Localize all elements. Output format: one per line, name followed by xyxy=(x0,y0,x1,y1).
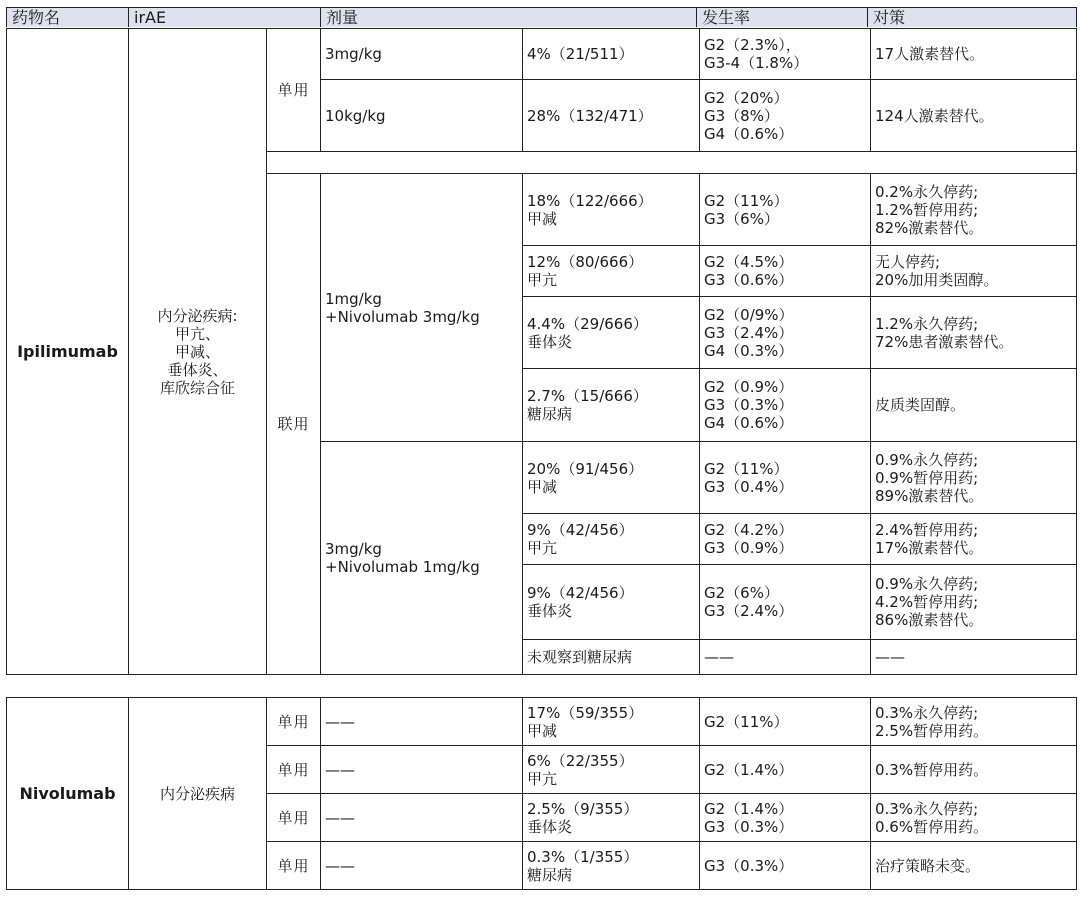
action-cell: 0.9%永久停药; 0.9%暂停用药; 89%激素替代。 xyxy=(871,442,1077,514)
table-row xyxy=(7,29,1077,80)
mono-label: 单用 xyxy=(267,29,321,152)
rate-cell: 18%（122/666） 甲减 xyxy=(523,174,700,246)
rate-cell: 6%（22/355） 甲亢 xyxy=(523,746,700,794)
rate-cell: 2.5%（9/355） 垂体炎 xyxy=(523,794,700,842)
grade-cell: G2（4.2%） G3（0.9%） xyxy=(700,514,871,565)
dose-cell: 10kg/kg xyxy=(321,80,523,152)
grade-cell: G2（1.4%） xyxy=(700,746,871,794)
header-incidence: 发生率 xyxy=(697,8,868,28)
dose-cell: 3mg/kg +Nivolumab 1mg/kg xyxy=(321,442,523,675)
action-cell: —— xyxy=(871,640,1077,675)
dose-cell: —— xyxy=(321,698,523,746)
header-dose: 剂量 xyxy=(321,8,697,28)
irae-cell: 内分泌疾病: 甲亢、 甲减、 垂体炎、 库欣综合征 xyxy=(129,29,267,675)
action-cell: 无人停药; 20%加用类固醇。 xyxy=(871,246,1077,297)
rate-cell: 28%（132/471） xyxy=(523,80,700,152)
action-cell: 124人激素替代。 xyxy=(871,80,1077,152)
grade-cell: G3（0.3%） xyxy=(700,842,871,890)
rate-cell: 12%（80/666） 甲亢 xyxy=(523,246,700,297)
grade-cell: —— xyxy=(700,640,871,675)
mode-cell: 单用 xyxy=(267,698,321,746)
grade-cell: G2（20%） G3（8%） G4（0.6%） xyxy=(700,80,871,152)
mode-cell: 单用 xyxy=(267,794,321,842)
header-irae: irAE xyxy=(129,8,321,28)
rate-cell: 2.7%（15/666） 糖尿病 xyxy=(523,369,700,442)
rate-cell: 4.4%（29/666） 垂体炎 xyxy=(523,297,700,369)
dose-cell: 1mg/kg +Nivolumab 3mg/kg xyxy=(321,174,523,442)
grade-cell: G2（11%） xyxy=(700,698,871,746)
grade-cell: G2（11%） G3（6%） xyxy=(700,174,871,246)
empty-cell xyxy=(267,152,1077,174)
mode-cell: 单用 xyxy=(267,842,321,890)
header-countermeasure: 对策 xyxy=(868,8,1077,28)
rate-cell: 9%（42/456） 甲亢 xyxy=(523,514,700,565)
action-cell: 治疗策略未变。 xyxy=(871,842,1077,890)
grade-cell: G2（2.3%）， G3-4（1.8%） xyxy=(700,29,871,80)
grade-cell: G2（4.5%） G3（0.6%） xyxy=(700,246,871,297)
rate-cell: 17%（59/355） 甲减 xyxy=(523,698,700,746)
rate-cell: 未观察到糖尿病 xyxy=(523,640,700,675)
action-cell: 17人激素替代。 xyxy=(871,29,1077,80)
dose-cell: 3mg/kg xyxy=(321,29,523,80)
mode-cell: 单用 xyxy=(267,746,321,794)
action-cell: 0.3%永久停药; 0.6%暂停用药。 xyxy=(871,794,1077,842)
rate-cell: 4%（21/511） xyxy=(523,29,700,80)
ipilimumab-table xyxy=(6,28,1077,675)
grade-cell: G2（11%） G3（0.4%） xyxy=(700,442,871,514)
grade-cell: G2（0/9%） G3（2.4%） G4（0.3%） xyxy=(700,297,871,369)
action-cell: 0.9%永久停药; 4.2%暂停用药; 86%激素替代。 xyxy=(871,565,1077,640)
rate-cell: 20%（91/456） 甲减 xyxy=(523,442,700,514)
grade-cell: G2（0.9%） G3（0.3%） G4（0.6%） xyxy=(700,369,871,442)
irae-cell: 内分泌疾病 xyxy=(129,698,267,890)
action-cell: 0.2%永久停药; 1.2%暂停用药; 82%激素替代。 xyxy=(871,174,1077,246)
nivolumab-table xyxy=(6,697,1077,890)
table-row xyxy=(7,698,1077,746)
action-cell: 2.4%暂停用药; 17%激素替代。 xyxy=(871,514,1077,565)
combo-label: 联用 xyxy=(267,174,321,675)
dose-cell: —— xyxy=(321,842,523,890)
drug-name-cell: Nivolumab xyxy=(7,698,129,890)
action-cell: 皮质类固醇。 xyxy=(871,369,1077,442)
header-drug-name: 药物名 xyxy=(7,8,129,28)
dose-cell: —— xyxy=(321,794,523,842)
rate-cell: 9%（42/456） 垂体炎 xyxy=(523,565,700,640)
action-cell: 1.2%永久停药; 72%患者激素替代。 xyxy=(871,297,1077,369)
table-header xyxy=(6,7,1077,27)
grade-cell: G2（6%） G3（2.4%） xyxy=(700,565,871,640)
dose-cell: —— xyxy=(321,746,523,794)
action-cell: 0.3%永久停药; 2.5%暂停用药。 xyxy=(871,698,1077,746)
action-cell: 0.3%暂停用药。 xyxy=(871,746,1077,794)
rate-cell: 0.3%（1/355） 糖尿病 xyxy=(523,842,700,890)
drug-name-cell: Ipilimumab xyxy=(7,29,129,675)
grade-cell: G2（1.4%） G3（0.3%） xyxy=(700,794,871,842)
